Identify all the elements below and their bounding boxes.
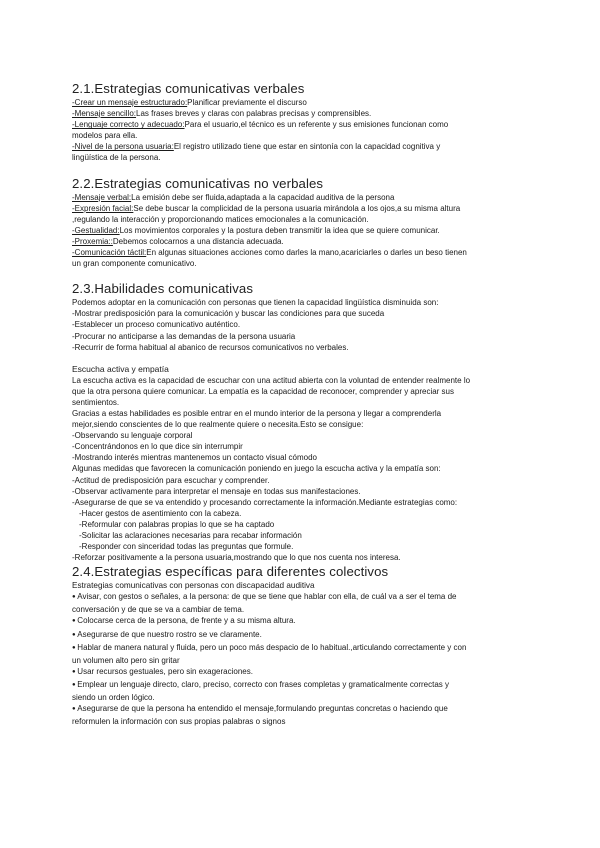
list-item: un gran componente comunicativo. bbox=[72, 259, 197, 269]
paragraph-line: -Concentrándonos en lo que dice sin interrumpir bbox=[72, 442, 243, 452]
list-item: -Lenguaje correcto y adecuado:Para el usuario,el técnico es un referente y sus emisiones funcionan como bbox=[72, 120, 449, 130]
indented-line: -Hacer gestos de asentimiento con la cabeza. bbox=[79, 508, 242, 518]
bullet-item: ● Asegurarse de que la persona ha entendido el mensaje,formulando preguntas concretas o haciendo que bbox=[72, 703, 512, 716]
section-2-1-title: 2.1.Estrategias comunicativas verbales bbox=[72, 81, 305, 96]
paragraph-line: -Observar activamente para interpretar el mensaje en todas sus manifestaciones. bbox=[72, 486, 361, 496]
section-2-4-title: 2.4.Estrategias específicas para diferentes colectivos bbox=[72, 564, 389, 580]
document-page bbox=[72, 80, 512, 727]
paragraph-line: -Procurar no anticiparse a las demandas de la persona usuaria bbox=[72, 331, 296, 341]
paragraph-line: -Observando su lenguaje corporal bbox=[72, 431, 193, 441]
bullet-item: ● Colocarse cerca de la persona, de frente y a su misma altura. bbox=[72, 615, 512, 628]
list-item: -Crear un mensaje estructurado:Planificar previamente el discurso bbox=[72, 98, 307, 107]
paragraph-line: que la otra persona quiere comunicar. La empatía es la capacidad de reconocer, comprender y apreciar sus bbox=[72, 386, 454, 396]
list-item: -Gestualidad:Los movimientos corporales y la postura deben transmitir la idea que se quiere comunicar. bbox=[72, 225, 440, 235]
indented-line: -Responder con sinceridad todas las preguntas que formule. bbox=[79, 542, 294, 552]
section-2-1-body bbox=[72, 97, 512, 164]
bullet-item: ● Emplear un lenguaje directo, claro, preciso, correcto con frases completas y gramaticalmente correctas y bbox=[72, 679, 512, 692]
paragraph-line: sentimientos. bbox=[72, 397, 120, 407]
list-item: -Nivel de la persona usuaria:El registro utilizado tiene que estar en sintonía con la capacidad cognitiva y bbox=[72, 142, 441, 152]
list-item: ,regulando la interacción y proporcionando matices emocionales a la comunicación. bbox=[72, 214, 369, 224]
paragraph-line: -Mostrar predisposición para la comunicación y buscar las condiciones para que suceda bbox=[72, 309, 385, 319]
bullet-continuation: un volumen alto pero sin gritar bbox=[72, 655, 180, 665]
indented-line: -Reformular con palabras propias lo que se ha captado bbox=[79, 519, 275, 529]
list-item: -Expresión facial:Se debe buscar la complicidad de la persona usuaria mirándola a los ojos,a su misma altura bbox=[72, 203, 461, 213]
section-2-4-body bbox=[72, 580, 512, 727]
section-2-2-body bbox=[72, 192, 512, 270]
paragraph-line: -Reforzar positivamente a la persona usuaria,mostrando que lo que nos cuenta nos interesa. bbox=[72, 553, 401, 563]
paragraph-line: -Recurrir de forma habitual al abanico de recursos comunicativos no verbales. bbox=[72, 342, 349, 352]
list-item: -Mensaje verbal:La emisión debe ser fluida,adaptada a la capacidad auditiva de la persona bbox=[72, 192, 395, 202]
list-item: lingüística de la persona. bbox=[72, 153, 161, 163]
bullet-item: ● Usar recursos gestuales, pero sin exageraciones. bbox=[72, 666, 512, 679]
bullet-continuation: reformulen la información con sus propias palabras o signos bbox=[72, 717, 286, 727]
section-2-2-title: 2.2.Estrategias comunicativas no verbales bbox=[72, 175, 324, 191]
bullet-item: ● Hablar de manera natural y fluida, pero un poco más despacio de lo habitual.,articulando correctamente y con bbox=[72, 642, 512, 655]
subsection-title: Escucha activa y empatía bbox=[72, 363, 169, 374]
list-item: -Mensaje sencillo:Las frases breves y claras con palabras precisas y comprensibles. bbox=[72, 109, 372, 119]
paragraph-line: -Actitud de predisposición para escuchar y comprender. bbox=[72, 475, 270, 485]
list-item: -Comunicación táctil:En algunas situaciones acciones como darles la mano,acariciarles o darles un beso tienen bbox=[72, 248, 467, 258]
bullet-item: ● Asegurarse de que nuestro rostro se ve claramente. bbox=[72, 629, 512, 642]
indented-line: -Solicitar las aclaraciones necesarias para recabar información bbox=[79, 531, 302, 540]
paragraph-line: -Establecer un proceso comunicativo auténtico. bbox=[72, 320, 241, 330]
paragraph-line: Podemos adoptar en la comunicación con personas que tienen la capacidad lingüística disminuida son: bbox=[72, 298, 439, 308]
section-2-3-body bbox=[72, 297, 512, 563]
list-item: modelos para ella. bbox=[72, 131, 138, 141]
section-2-3-title: 2.3.Habilidades comunicativas bbox=[72, 281, 254, 297]
bullet-continuation: conversación y de que se va a cambiar de tema. bbox=[72, 605, 245, 615]
subsection-title: Estrategias comunicativas con personas con discapacidad auditiva bbox=[72, 581, 315, 591]
bullet-item: ● Avisar, con gestos o señales, a la persona: de que se tiene que hablar con ella, de cuál va a ser el tema de bbox=[72, 591, 512, 604]
paragraph-line: -Mostrando interés mientras mantenemos un contacto visual cómodo bbox=[72, 453, 318, 463]
paragraph-line: La escucha activa es la capacidad de escuchar con una actitud abierta con la voluntad de entender realmente lo bbox=[72, 375, 471, 385]
paragraph-line: mejor,siendo conscientes de lo que realmente quiere o necesita.Esto se consigue: bbox=[72, 420, 364, 430]
paragraph-line: Algunas medidas que favorecen la comunicación poniendo en juego la escucha activa y la empatía son: bbox=[72, 464, 441, 474]
list-item: -Proxemia::Debemos colocarnos a una distancia adecuada. bbox=[72, 236, 284, 246]
paragraph-line: Gracias a estas habilidades es posible entrar en el mundo interior de la persona y llegar a comprenderla bbox=[72, 408, 442, 418]
bullet-continuation: siendo un orden lógico. bbox=[72, 693, 155, 703]
paragraph-line: -Asegurarse de que se va entendido y procesando correctamente la información.Mediante estrategias como: bbox=[72, 497, 458, 507]
